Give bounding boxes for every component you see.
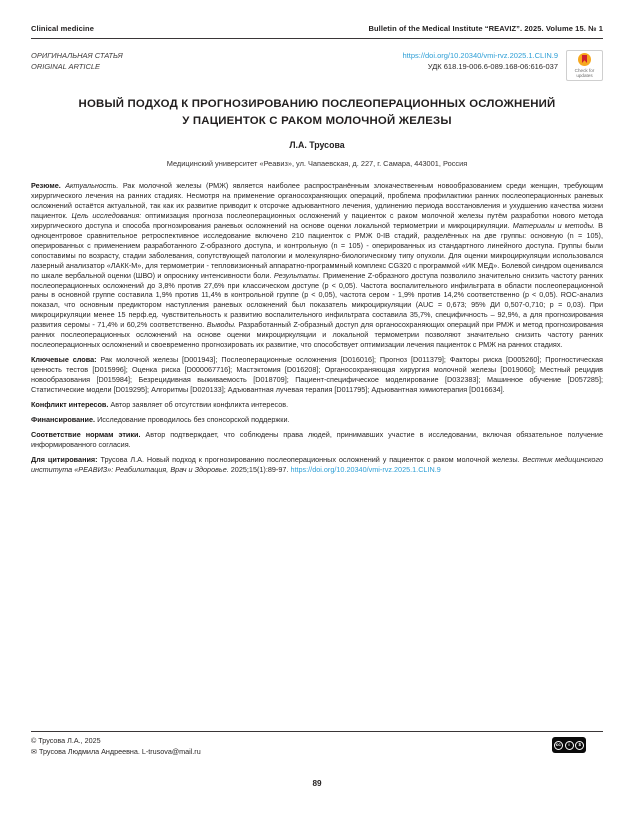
article-title-line2: У ПАЦИЕНТОК С РАКОМ МОЛОЧНОЙ ЖЕЛЕЗЫ [182, 114, 452, 127]
footer-rule [31, 731, 603, 732]
cc-nc-icon: $ [575, 741, 584, 750]
udc-code: УДК 618.19-006.6-089.168-06:616-037 [427, 62, 558, 71]
footer-block [31, 736, 201, 757]
abstract-paragraph: Резюме. Актуальность. Рак молочной железы (РМЖ) является наиболее распространённым злокачественным новообразованием среди женщин, требующим хирургического лечения на ранних стадиях. Несмотря на применение органосохраняющих операций, проблема профилактики ранних послеоперационных раневых осложнений остаётся актуальной, так как их развитие приводит к отсрочке адъювантного лечения, удлинению периода восстановления и ухудшению качества жизни пациенток. Цель исследования: оптимизация прогноза послеоперационных осложнений у пациенток с раком молочной железы путём разработки нового метода хирургического доступа и способа прогнозирования раневых осложнений на основе оценки локальной термометрии и микроциркуляции. Материалы и методы. В одноцентровое сравнительное ретроспективное исследование включено 210 пациенток с РМЖ 0-IB стадий, разделённых на две группы: основную (n = 105), оперированных с применением разработанного Z-образного доступа, и контрольную (n = 105) - оперированных из стандартного линейного доступа. Группы были сопоставимы по возрасту, стадии заболевания, сопутствующей патологии и молекулярно-биологическому типу опухоли. Для оценки микроциркуляции использовался лазерный анализатор «ЛАКК-М», для термометрии - тепловизионный аппаратно-программный комплекс CG320 с программой «ИК МЕД». Болевой синдром оценивался по шкале вербальной оценки (ШВО) и опроснику интенсивности боли. Результаты. Применение Z-образного доступа позволило значительно снизить частоту ранних послеоперационных осложнений до 3,8% против 27,6% при классическом доступе (p < 0,05). Частота воспалительного инфильтрата в области послеоперационной раны в основной группе составила 1,9% против 11,4% в контрольной группе (p < 0,05), частота сером - 1,9% против 14,2% соответственно (p < 0,05). ROC-анализ показал, что основным предиктором наступления раневых осложнений был показатель микроциркуляции (AUC = 0,673; 95% ДИ 0,507-0,710; p = 0,03). При микроциркуляции менее 15 перф.ед. чувствительность к развитию воспалительного инфильтрата составила 35,7%, специфичность – 92,9%, а для прогнозирования развития серомы - 71,4% и 60,2% соответственно. Выводы. Разработанный Z-образный доступ для органосохраняющих операций при РМЖ и метод прогнозирования ранних послеоперационных осложнений на основе оценки микроциркуляции и локальной термометрии позволяют значительно снизить частоту ранних послеоперационных осложнений и своевременно прогнозировать их развитие, что способствует оптимизации лечения пациенток с РМЖ на ранних стадиях. [31, 181, 604, 350]
ethics-paragraph: Соответствие нормам этики. Автор подтверждает, что соблюдены права людей, принимавших участие в исследовании, включая обязательное получение информированного согласия. [31, 429, 603, 449]
author-name: Л.А. Трусова [289, 140, 345, 150]
article-title [31, 96, 603, 129]
running-head-journal: Bulletin of the Medical Institute “REAVIZ”. 2025. Volume 15. № 1 [368, 24, 603, 33]
article-type-block [31, 50, 123, 72]
cc-icon: cc [554, 741, 563, 750]
article-type-en: ORIGINAL ARTICLE [31, 62, 101, 71]
article-title-line1: НОВЫЙ ПОДХОД К ПРОГНОЗИРОВАНИЮ ПОСЛЕОПЕРАЦИОННЫХ ОСЛОЖНЕНИЙ [78, 98, 556, 110]
author-affiliation: Медицинский университет «Реавиз», ул. Чапаевская, д. 227, г. Самара, 443001, Россия [166, 159, 468, 168]
article-ids-block [402, 50, 558, 72]
running-head [31, 24, 603, 33]
copyright-line: © Трусова Л.А., 2025 [31, 736, 101, 745]
doi-link[interactable]: https://doi.org/10.20340/vmi-rvz.2025.1.CLIN.9 [402, 51, 558, 60]
conflict-of-interest-paragraph: Конфликт интересов. Автор заявляет об отсутствии конфликта интересов. [31, 400, 289, 410]
page-number: 89 [312, 779, 322, 788]
envelope-icon: ✉ [31, 746, 38, 756]
running-head-section: Clinical medicine [31, 24, 94, 33]
crossmark-icon [578, 53, 591, 66]
header-rule [31, 38, 603, 39]
funding-paragraph: Финансирование. Исследование проводилось без спонсорской поддержки. [31, 414, 290, 424]
article-type-ru: ОРИГИНАЛЬНАЯ СТАТЬЯ [31, 51, 123, 60]
cc-by-person-icon: i [565, 741, 574, 750]
contact-text: Трусова Людмила Андреевна. L-trusova@mail.ru [39, 746, 201, 756]
crossmark-badge[interactable] [566, 50, 603, 81]
contact-line [31, 747, 201, 758]
cc-license-badge[interactable] [552, 737, 586, 753]
citation-paragraph: Для цитирования: Трусова Л.А. Новый подход к прогнозированию послеоперационных осложнений у пациенток с раком молочной железы. Вестник медицинского института «РЕАВИЗ»: Реабилитация, Врач и Здоровье. 2025;15(1):89-97. https://doi.org/10.20340/vmi-rvz.2025.1.CLIN.9 [31, 454, 603, 474]
keywords-paragraph: Ключевые слова: Рак молочной железы [D001943]; Послеоперационные осложнения [D016016]; Прогноз [D011379]; Факторы риска [D005260]; Прогностическая ценность тестов [D015996]; Оценка риска [D000067716]; Мастэктомия [D016208]; Органосохраняющая хирургия молочной железы [D019060]; Местный рецидив новообразования [D015984]; Безрецидивная выживаемость [D018709]; Пациент-специфическое моделирование [D032383]; Машинное обучение [D057285]; Статистические модели [D019295]; Алгоритмы [D020133]; Адъювантная лучевая терапия [D011795]; Адъювантная химиотерапия [D016634]. [31, 355, 603, 395]
crossmark-label: Check for updates [574, 68, 595, 78]
